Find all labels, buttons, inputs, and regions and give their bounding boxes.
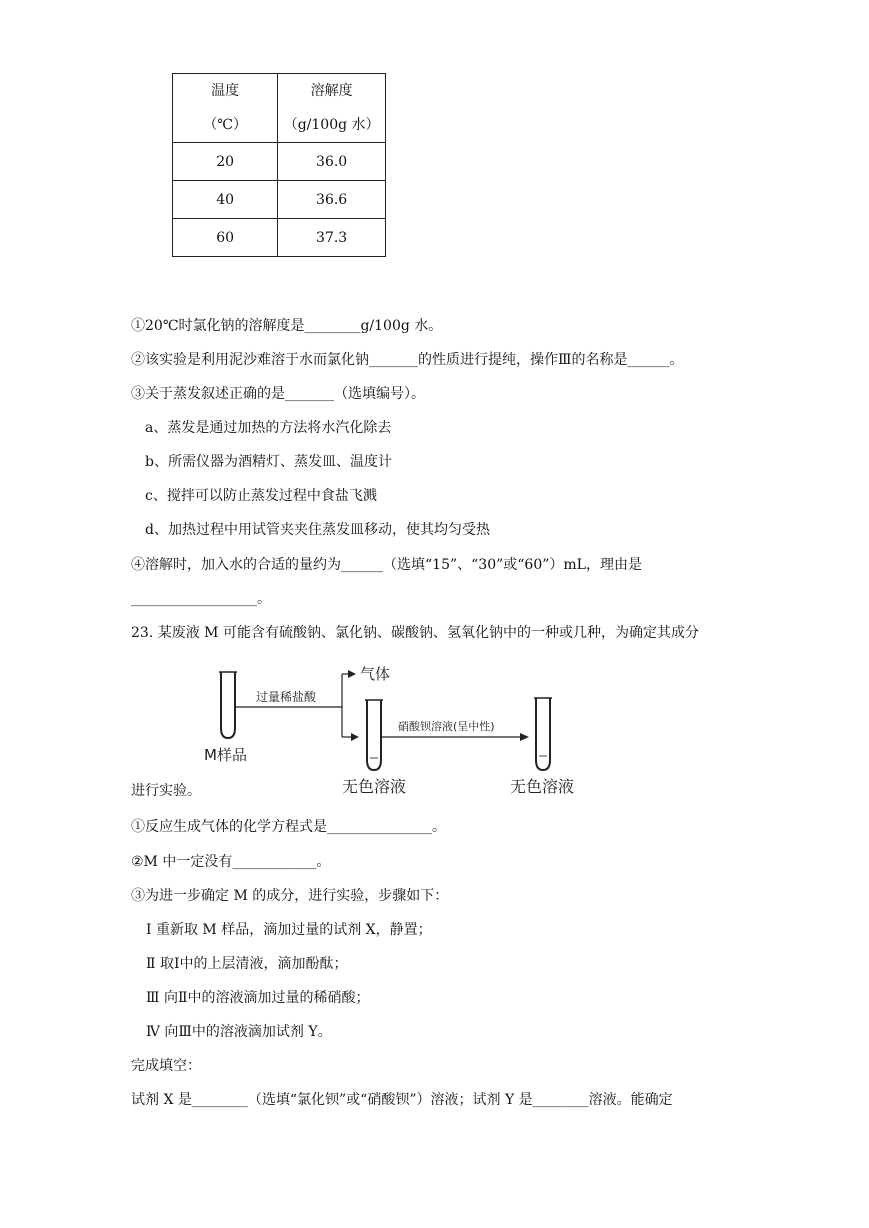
arrow-to-gas-icon bbox=[348, 670, 356, 678]
q23-step-1: Ⅰ 重新取 M 样品，滴加过量的试剂 X，静置； bbox=[146, 922, 432, 938]
table-cell-temp: 60 bbox=[173, 219, 278, 257]
table-row bbox=[173, 219, 386, 257]
table-header-temperature bbox=[173, 74, 278, 143]
table-row bbox=[173, 181, 386, 219]
q23-complete-prompt: 完成填空： bbox=[131, 1058, 201, 1074]
test-tube-solution1-icon bbox=[367, 700, 381, 770]
table-cell-solubility: 36.0 bbox=[278, 143, 386, 181]
experiment-diagram bbox=[190, 660, 590, 800]
q22-item-3: ③关于蒸发叙述正确的是_______（选填编号）。 bbox=[131, 386, 425, 402]
test-tube-solution2-icon bbox=[536, 698, 550, 770]
table-row bbox=[173, 143, 386, 181]
q22-item-2: ②该实验是利用泥沙难溶于水而氯化钠_______的性质进行提纯，操作Ⅲ的名称是______。 bbox=[131, 352, 684, 368]
q22-option-d: d、加热过程中用试管夹夹住蒸发皿移动，使其均匀受热 bbox=[145, 522, 490, 538]
arrow-to-tube3-icon bbox=[520, 733, 529, 741]
gas-label: 气体 bbox=[360, 665, 391, 683]
table-cell-temp: 20 bbox=[173, 143, 278, 181]
q23-fill-line: 试剂 X 是________（选填“氯化钡”或“硝酸钡”）溶液；试剂 Y 是________溶液。能确定 bbox=[131, 1092, 673, 1108]
q23-step-2: Ⅱ 取Ⅰ中的上层清液，滴加酚酞； bbox=[146, 956, 348, 972]
table-cell-solubility: 37.3 bbox=[278, 219, 386, 257]
q22-option-b: b、所需仪器为酒精灯、蒸发皿、温度计 bbox=[145, 454, 392, 470]
solubility-table bbox=[172, 73, 386, 257]
solution2-label: 无色溶液 bbox=[510, 777, 575, 796]
q23-intro-continued: 进行实验。 bbox=[131, 783, 201, 799]
arrow-to-tube2-icon bbox=[351, 733, 359, 741]
solution1-label: 无色溶液 bbox=[342, 777, 407, 796]
q22-item-4: ④溶解时，加入水的合适的量约为______（选填“15”、“30”或“60”）mL，理由是 bbox=[131, 557, 642, 573]
q22-item-4-answer-line: __________________。 bbox=[131, 591, 271, 607]
test-tube-sample-icon bbox=[221, 672, 235, 738]
sample-label: M样品 bbox=[204, 746, 247, 764]
q23-step-3: Ⅲ 向Ⅱ中的溶液滴加过量的稀硝酸； bbox=[146, 990, 370, 1006]
q22-option-a: a、蒸发是通过加热的方法将水汽化除去 bbox=[145, 420, 392, 436]
reagent-label-barium-nitrate: 硝酸钡溶液(呈中性) bbox=[398, 720, 495, 733]
q23-step-4: Ⅳ 向Ⅲ中的溶液滴加试剂 Y。 bbox=[146, 1024, 332, 1040]
table-header-solubility bbox=[278, 74, 386, 143]
table-cell-temp: 40 bbox=[173, 181, 278, 219]
q22-option-c: c、搅拌可以防止蒸发过程中食盐飞溅 bbox=[145, 488, 377, 504]
header-sol-unit: （g/100g 水） bbox=[283, 117, 380, 133]
reagent-label-hcl: 过量稀盐酸 bbox=[256, 690, 317, 704]
q23-intro: 23. 某废液 M 可能含有硫酸钠、氯化钠、碳酸钠、氢氧化钠中的一种或几种，为确定其成分 bbox=[131, 625, 699, 641]
q23-item-3: ③为进一步确定 M 的成分，进行实验，步骤如下： bbox=[131, 888, 449, 904]
table-header-row bbox=[173, 74, 386, 143]
header-temp-label: 温度 bbox=[211, 83, 240, 99]
header-temp-unit: （℃） bbox=[203, 117, 247, 133]
q23-item-2: ②M 中一定没有____________。 bbox=[131, 854, 331, 870]
q23-item-1: ①反应生成气体的化学方程式是_______________。 bbox=[131, 819, 446, 835]
q22-item-1: ①20℃时氯化钠的溶解度是________g/100g 水。 bbox=[131, 318, 443, 334]
header-sol-label: 溶解度 bbox=[310, 83, 353, 99]
table-cell-solubility: 36.6 bbox=[278, 181, 386, 219]
